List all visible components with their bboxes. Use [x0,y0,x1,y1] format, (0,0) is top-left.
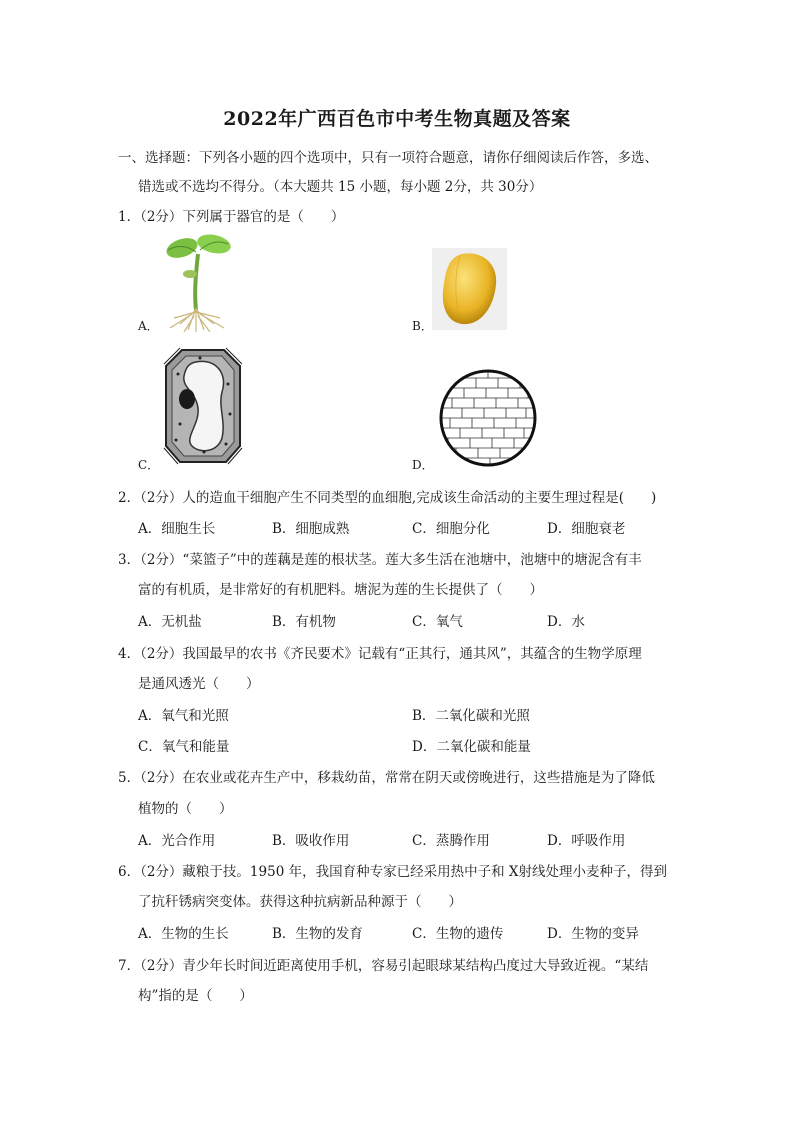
page-title: 2022年广西百色市中考生物真题及答案 [223,108,571,130]
option-c: C．生物的遗传 [412,926,504,942]
option-a: A．氧气和光照 [138,708,229,724]
question-2-stem: 2．（2分）人的造血干细胞产生不同类型的血细胞,完成该生命活动的主要生理过程是( ) [118,490,657,506]
epidermis-tissue-image [436,368,540,468]
option-b-label: B． [412,319,433,333]
instructions-line: 一、选择题：下列各小题的四个选项中，只有一项符合题意，请你仔细阅读后作答，多选、 [118,150,658,166]
question-5-stem: 植物的（ ） [138,801,233,817]
option-d-label: D． [412,458,434,472]
option-b: B．吸收作用 [272,833,350,849]
option-b: B．有机物 [272,614,336,630]
option-c: C．细胞分化 [412,521,490,537]
question-1-stem: 1．（2分）下列属于器官的是（ ） [118,209,345,225]
option-b: B．二氧化碳和光照 [412,708,530,724]
question-4-stem: 是通风透光（ ） [138,676,260,692]
question-4-stem: 4．（2分）我国最早的农书《齐民要术》记载有“正其行，通其风”，其蕴含的生物学原理 [118,646,642,662]
option-a: A．生物的生长 [138,926,229,942]
question-5-stem: 5．（2分）在农业或花卉生产中，移栽幼苗，常常在阴天或傍晚进行，这些措施是为了降低 [118,770,655,786]
seedling-image [158,232,238,332]
option-c: C．氧气和能量 [138,739,230,755]
option-b: B．生物的发育 [272,926,363,942]
option-c: C．蒸腾作用 [412,833,490,849]
option-d: D．二氧化碳和能量 [412,739,531,755]
question-3-stem: 3．（2分）“菜篮子”中的莲藕是莲的根状茎。莲大多生活在池塘中，池塘中的塘泥含有丰 [118,552,642,568]
option-d: D．生物的变异 [547,926,639,942]
option-d: D．呼吸作用 [547,833,626,849]
option-b: B．细胞成熟 [272,521,350,537]
mango-fruit-image [432,248,507,330]
option-a: A．光合作用 [138,833,216,849]
option-d: D．细胞衰老 [547,521,626,537]
option-c-label: C． [138,458,160,472]
option-a: A．无机盐 [138,614,202,630]
question-7-stem: 构”指的是（ ） [138,988,253,1004]
option-c: C．氧气 [412,614,463,630]
instructions-line: 错选或不选均不得分。（本大题共 15 小题，每小题 2分，共 30分） [138,179,543,195]
question-6-stem: 了抗秆锈病突变体。获得这种抗病新品种源于（ ） [138,894,462,910]
question-3-stem: 富的有机质，是非常好的有机肥料。塘泥为莲的生长提供了（ ） [138,582,543,598]
option-d: D．水 [547,614,585,630]
option-a: A．细胞生长 [138,521,216,537]
question-6-stem: 6．（2分）藏粮于技。1950 年，我国育种专家已经采用热中子和 X射线处理小麦种子，得到 [118,864,667,880]
plant-cell-image [160,344,246,466]
question-7-stem: 7．（2分）青少年长时间近距离使用手机，容易引起眼球某结构凸度过大导致近视。“某结 [118,958,649,974]
option-a-label: A． [138,319,159,333]
